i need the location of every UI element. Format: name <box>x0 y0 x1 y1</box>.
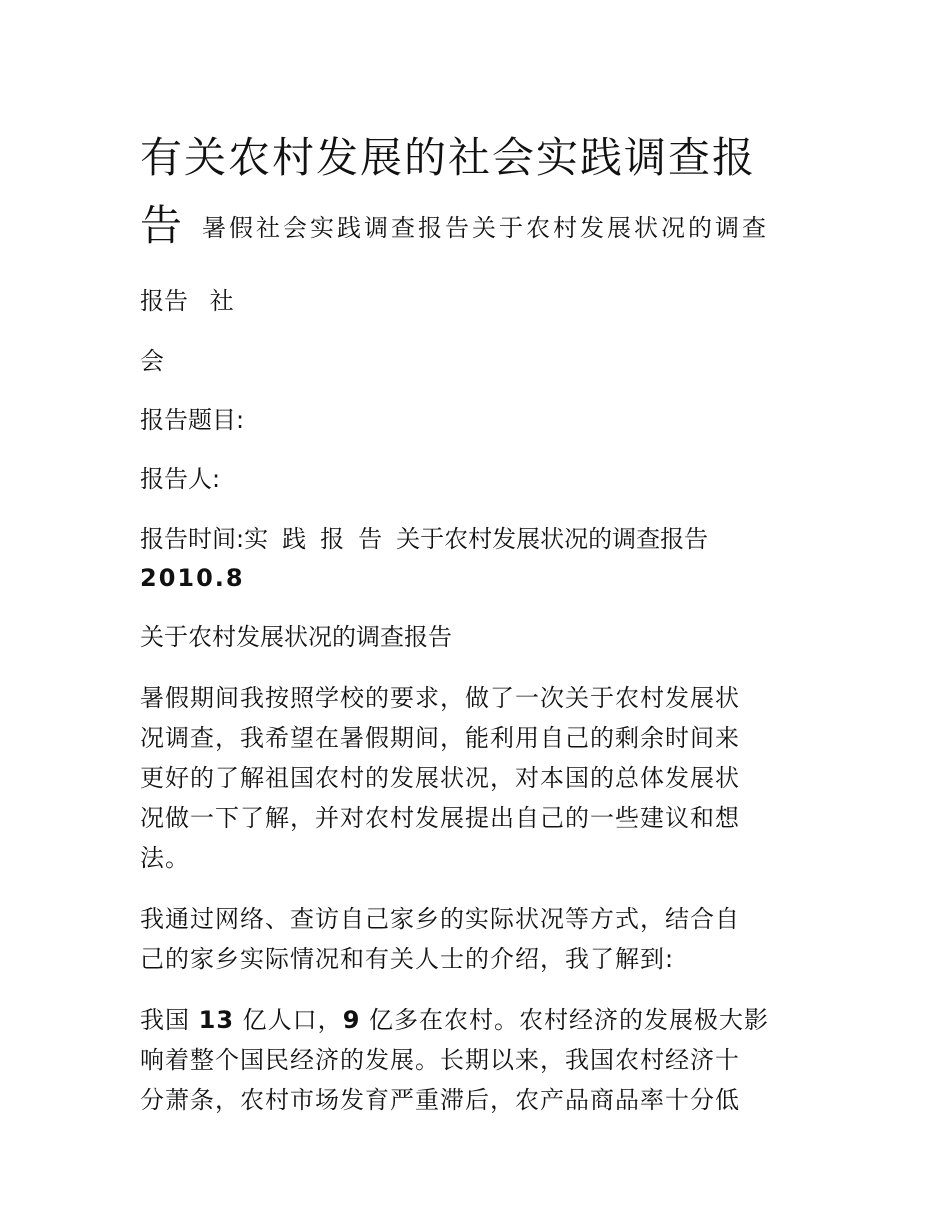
time-word: 告 <box>358 525 383 553</box>
report-time-line <box>140 524 708 554</box>
paragraph-line: 暑假期间我按照学校的要求，做了一次关于农村发展状 <box>140 684 740 712</box>
fragment-text: 报告 <box>140 287 188 315</box>
report-time-tail: 关于农村发展状况的调查报告 <box>396 525 709 553</box>
report-date: 2010.8 <box>140 564 245 592</box>
paragraph-line: 法。 <box>140 844 190 872</box>
section-title: 关于农村发展状况的调查报告 <box>140 623 452 651</box>
fragment-line: 会 <box>140 347 164 375</box>
paragraph-line: 我通过网络、查访自己家乡的实际状况等方式，结合自 <box>140 905 740 933</box>
paragraph-line: 况做一下了解，并对农村发展提出自己的一些建议和想 <box>140 804 740 832</box>
fragment-line <box>140 286 234 316</box>
text-run: 亿人口， <box>234 1006 343 1034</box>
report-author-label: 报告人: <box>140 465 221 493</box>
time-word: 践 <box>282 525 307 553</box>
paragraph-line: 更好的了解祖国农村的发展状况，对本国的总体发展状 <box>140 764 740 792</box>
time-word: 实 <box>244 525 269 553</box>
paragraph-findings <box>140 1000 810 1120</box>
paragraph-method <box>140 899 810 979</box>
report-time-words <box>244 525 396 553</box>
paragraph-intro <box>140 678 810 878</box>
report-topic-label: 报告题目: <box>140 406 245 434</box>
time-word: 报 <box>320 525 345 553</box>
title-last-char: 告 <box>140 201 185 250</box>
population-number: 13 <box>198 1006 235 1034</box>
paragraph-line <box>140 1000 810 1040</box>
rural-population-number: 9 <box>342 1006 361 1034</box>
document-title-continued <box>140 196 769 265</box>
text-run: 我国 <box>140 1006 199 1034</box>
document-title: 有关农村发展的社会实践调查报 <box>140 133 757 182</box>
paragraph-line: 分萧条，农村市场发育严重滞后，农产品商品率十分低 <box>140 1086 740 1114</box>
document-subtitle: 暑假社会实践调查报告关于农村发展状况的调查 <box>202 214 770 242</box>
paragraph-line: 况调查，我希望在暑假期间，能利用自己的剩余时间来 <box>140 724 740 752</box>
paragraph-line: 响着整个国民经济的发展。长期以来，我国农村经济十 <box>140 1046 740 1074</box>
report-time-label: 报告时间: <box>140 525 245 553</box>
fragment-text: 社 <box>209 287 234 315</box>
text-run: 亿多在农村。农村经济的发展极大影 <box>360 1006 770 1034</box>
paragraph-line: 己的家乡实际情况和有关人士的介绍，我了解到: <box>140 945 675 973</box>
